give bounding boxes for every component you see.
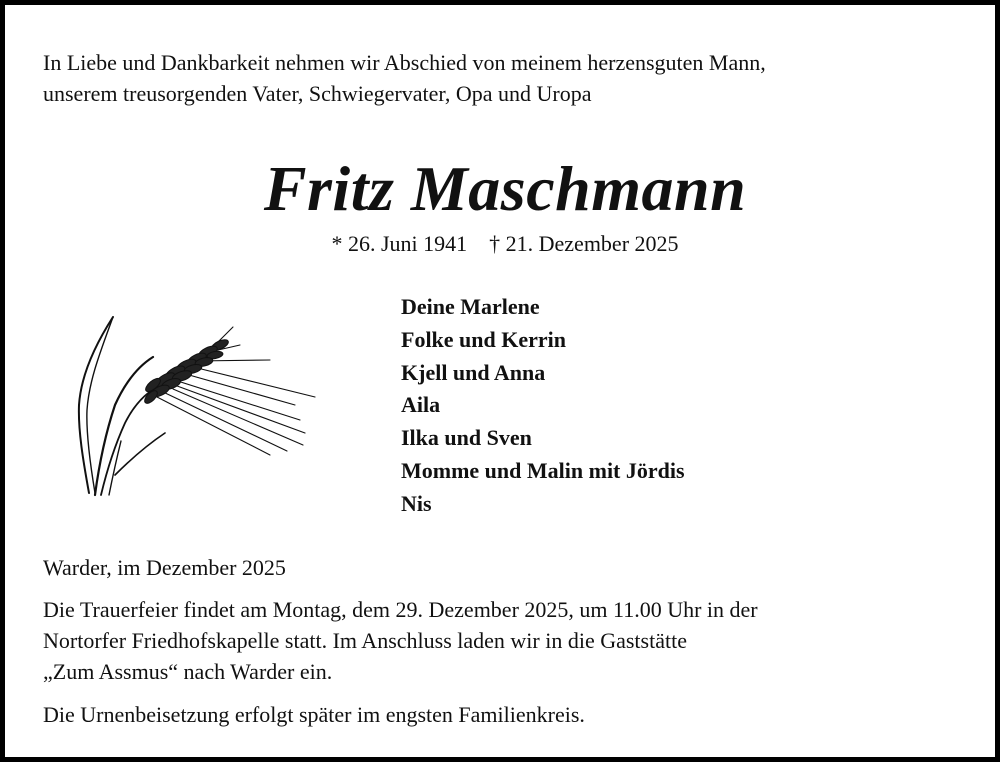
family-member: Ilka und Sven <box>401 425 532 451</box>
wheat-awns <box>157 327 315 455</box>
family-member: Folke und Kerrin <box>401 326 567 352</box>
family-member: Momme und Malin mit Jördis <box>401 457 685 483</box>
family-member: Aila <box>401 392 441 418</box>
life-dates <box>5 229 1000 259</box>
service-line: Die Trauerfeier findet am Montag, dem 29. Dezember 2025, um 11.00 Uhr in der <box>43 597 758 622</box>
family-member: Deine Marlene <box>401 294 540 319</box>
service-line: Nortorfer Friedhofskapelle statt. Im Anschluss laden wir in die Gaststätte <box>43 628 687 653</box>
deceased-name: Fritz Maschmann <box>263 153 747 224</box>
place-date: Warder, im Dezember 2025 <box>43 555 286 580</box>
intro-line: In Liebe und Dankbarkeit nehmen wir Abschied von meinem herzensguten Mann, <box>43 50 766 75</box>
intro-line: unserem treusorgenden Vater, Schwiegervater, Opa und Uropa <box>43 81 592 106</box>
family-member: Nis <box>401 490 432 516</box>
death-date: † 21. Dezember 2025 <box>489 231 679 256</box>
birth-date: * 26. Juni 1941 <box>331 231 468 256</box>
family-list <box>401 291 685 521</box>
wheat-ear-icon <box>65 305 325 500</box>
intro-text <box>43 47 963 109</box>
burial-notice: Die Urnenbeisetzung erfolgt später im engsten Familienkreis. <box>43 702 585 727</box>
service-notice <box>43 594 963 687</box>
service-line: „Zum Assmus“ nach Warder ein. <box>43 659 333 684</box>
family-member: Kjell und Anna <box>401 359 546 385</box>
wheat-kernels <box>143 338 230 406</box>
